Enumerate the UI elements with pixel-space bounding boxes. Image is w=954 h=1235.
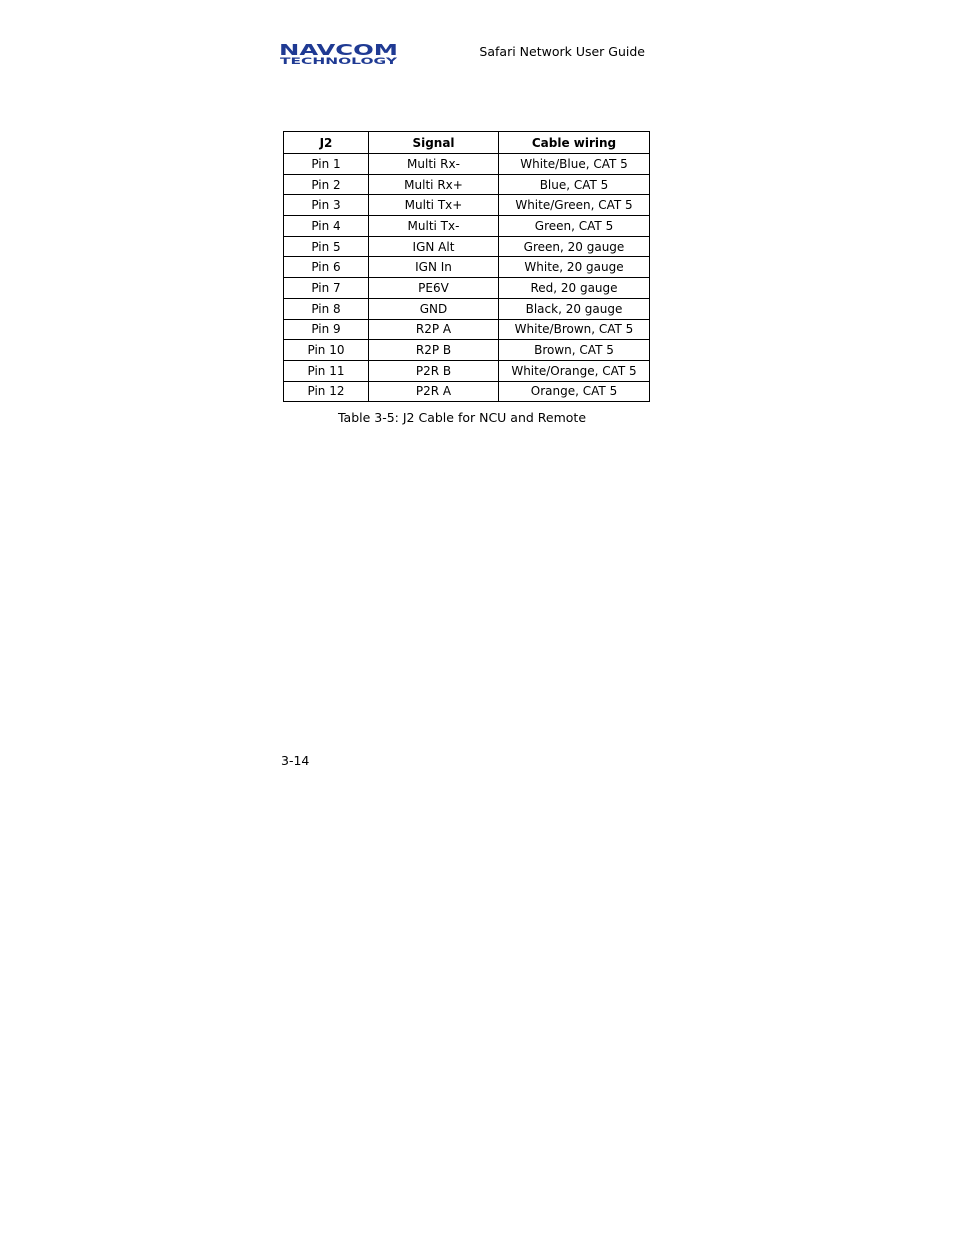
table-row	[284, 340, 650, 361]
pin-cell: Pin 11	[284, 360, 369, 381]
table-row	[284, 174, 650, 195]
table-row	[284, 381, 650, 402]
navcom-logo	[279, 42, 399, 66]
table-row	[284, 298, 650, 319]
logo-word-navcom: NAVCOM	[279, 42, 398, 59]
wiring-cell: Green, CAT 5	[499, 216, 650, 237]
table-row	[284, 257, 650, 278]
table-row	[284, 154, 650, 175]
signal-cell: GND	[369, 298, 499, 319]
pin-cell: Pin 3	[284, 195, 369, 216]
table-row	[284, 216, 650, 237]
pin-cell: Pin 12	[284, 381, 369, 402]
wiring-cell: Brown, CAT 5	[499, 340, 650, 361]
wiring-cell: Blue, CAT 5	[499, 174, 650, 195]
page-number: 3-14	[281, 753, 310, 768]
signal-cell: R2P B	[369, 340, 499, 361]
column-header-signal: Signal	[369, 132, 499, 154]
table-row	[284, 360, 650, 381]
wiring-cell: White/Blue, CAT 5	[499, 154, 650, 175]
wiring-cell: White/Brown, CAT 5	[499, 319, 650, 340]
pin-cell: Pin 8	[284, 298, 369, 319]
table-row	[284, 278, 650, 299]
table-caption: Table 3-5: J2 Cable for NCU and Remote	[337, 410, 587, 425]
pin-cell: Pin 4	[284, 216, 369, 237]
signal-cell: IGN Alt	[369, 236, 499, 257]
signal-cell: Multi Tx+	[369, 195, 499, 216]
wiring-cell: Black, 20 gauge	[499, 298, 650, 319]
signal-cell: IGN In	[369, 257, 499, 278]
signal-cell: Multi Tx-	[369, 216, 499, 237]
wiring-cell: White/Orange, CAT 5	[499, 360, 650, 381]
pin-cell: Pin 6	[284, 257, 369, 278]
j2-cable-table	[283, 131, 650, 402]
wiring-cell: Green, 20 gauge	[499, 236, 650, 257]
logo-word-technology: TECHNOLOGY	[280, 57, 399, 66]
signal-cell: Multi Rx+	[369, 174, 499, 195]
pin-cell: Pin 10	[284, 340, 369, 361]
document-title: Safari Network User Guide	[479, 44, 645, 59]
signal-cell: R2P A	[369, 319, 499, 340]
pin-cell: Pin 1	[284, 154, 369, 175]
signal-cell: P2R B	[369, 360, 499, 381]
column-header-j2: J2	[284, 132, 369, 154]
wiring-cell: White/Green, CAT 5	[499, 195, 650, 216]
pin-cell: Pin 7	[284, 278, 369, 299]
table-header-row	[284, 132, 650, 154]
wiring-cell: White, 20 gauge	[499, 257, 650, 278]
table-row	[284, 319, 650, 340]
table-row	[284, 195, 650, 216]
pin-cell: Pin 9	[284, 319, 369, 340]
signal-cell: PE6V	[369, 278, 499, 299]
signal-cell: Multi Rx-	[369, 154, 499, 175]
navcom-logo-graphic	[279, 42, 399, 66]
table-row	[284, 236, 650, 257]
column-header-cable-wiring: Cable wiring	[499, 132, 650, 154]
pin-cell: Pin 2	[284, 174, 369, 195]
wiring-cell: Orange, CAT 5	[499, 381, 650, 402]
pin-cell: Pin 5	[284, 236, 369, 257]
wiring-cell: Red, 20 gauge	[499, 278, 650, 299]
signal-cell: P2R A	[369, 381, 499, 402]
